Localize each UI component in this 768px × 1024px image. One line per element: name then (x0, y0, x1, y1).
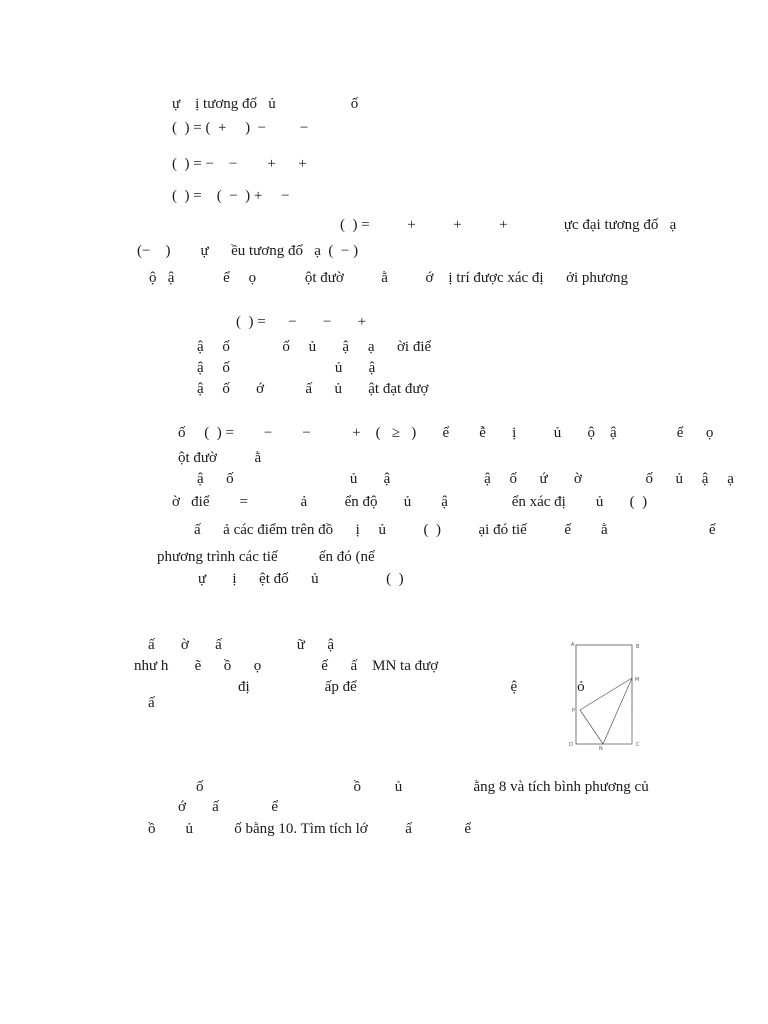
text-line: ( ) = ( + ) − − (172, 120, 309, 136)
segment-mp (580, 678, 632, 710)
text-line: ộ ậ ể ọ ột đườ ằ ớ ị trí được xác đị ởi phương (149, 270, 628, 286)
vertex-label: B (636, 644, 640, 650)
vertex-label: D (569, 742, 573, 748)
text-line: ( ) = − − + + (172, 156, 307, 172)
vertex-label: N (599, 746, 603, 750)
text-line: ấ (148, 695, 155, 711)
text-line: ự ị tương đố ủ ố (172, 96, 359, 112)
text-line: như h ẽ ồ ọ ế ấ MN ta đượ (134, 658, 439, 674)
text-line: ( ) = ( − ) + − (172, 188, 290, 204)
text-line: ậ ố ủ ậ (197, 360, 376, 376)
text-line: ờ điể = ả ển độ ủ ậ ển xác đị ủ ( ) (172, 494, 648, 510)
text-line: ồ ủ ố bằng 10. Tìm tích lớ ấ ể (148, 821, 472, 837)
text-line: ậ ố ố ủ ậ ạ ời điể (197, 339, 432, 355)
text-line: phương trình các tiế ến đó (nế (157, 549, 375, 565)
text-line: ự ị ệt đố ủ ( ) (198, 571, 404, 587)
fold-line-mn (603, 678, 632, 744)
text-line: ậ ố ủ ậ ậ ố ứ ờ ố ủ ậ ạ (197, 471, 734, 487)
text-line: (− ) ự ều tương đố ạ ( − ) (137, 243, 359, 259)
rectangle-fold-diagram (566, 636, 646, 750)
vertex-label: C (636, 742, 640, 748)
text-line: ( ) = − − + (236, 314, 367, 330)
segment-pn (580, 710, 603, 744)
vertex-label: P (572, 708, 576, 714)
rectangle-abcd (576, 645, 632, 744)
text-line: ậ ố ớ ấ ủ ật đạt đượ (197, 381, 429, 397)
text-line: ớ ấ ể (178, 799, 278, 815)
text-line: ố ( ) = − − + ( ≥ ) ể ễ ị ủ ộ ậ ể ọ (178, 425, 714, 441)
text-line: ấ ờ ấ ữ ậ (148, 637, 335, 653)
text-line: ột đườ ằ (178, 450, 262, 466)
text-line: ố ồ ủ ằng 8 và tích bình phương củ (196, 779, 649, 795)
vertex-label: A (571, 642, 575, 648)
geometry-figure (566, 636, 646, 750)
vertex-label: M (635, 677, 640, 683)
text-line: ( ) = + + + ực đại tương đố ạ (340, 217, 677, 233)
text-line: đị ấp để ệ ỏ (238, 679, 585, 695)
text-line: ấ ả các điểm trên đồ ị ủ ( ) ại đó tiế ế ằ ế (194, 522, 716, 538)
